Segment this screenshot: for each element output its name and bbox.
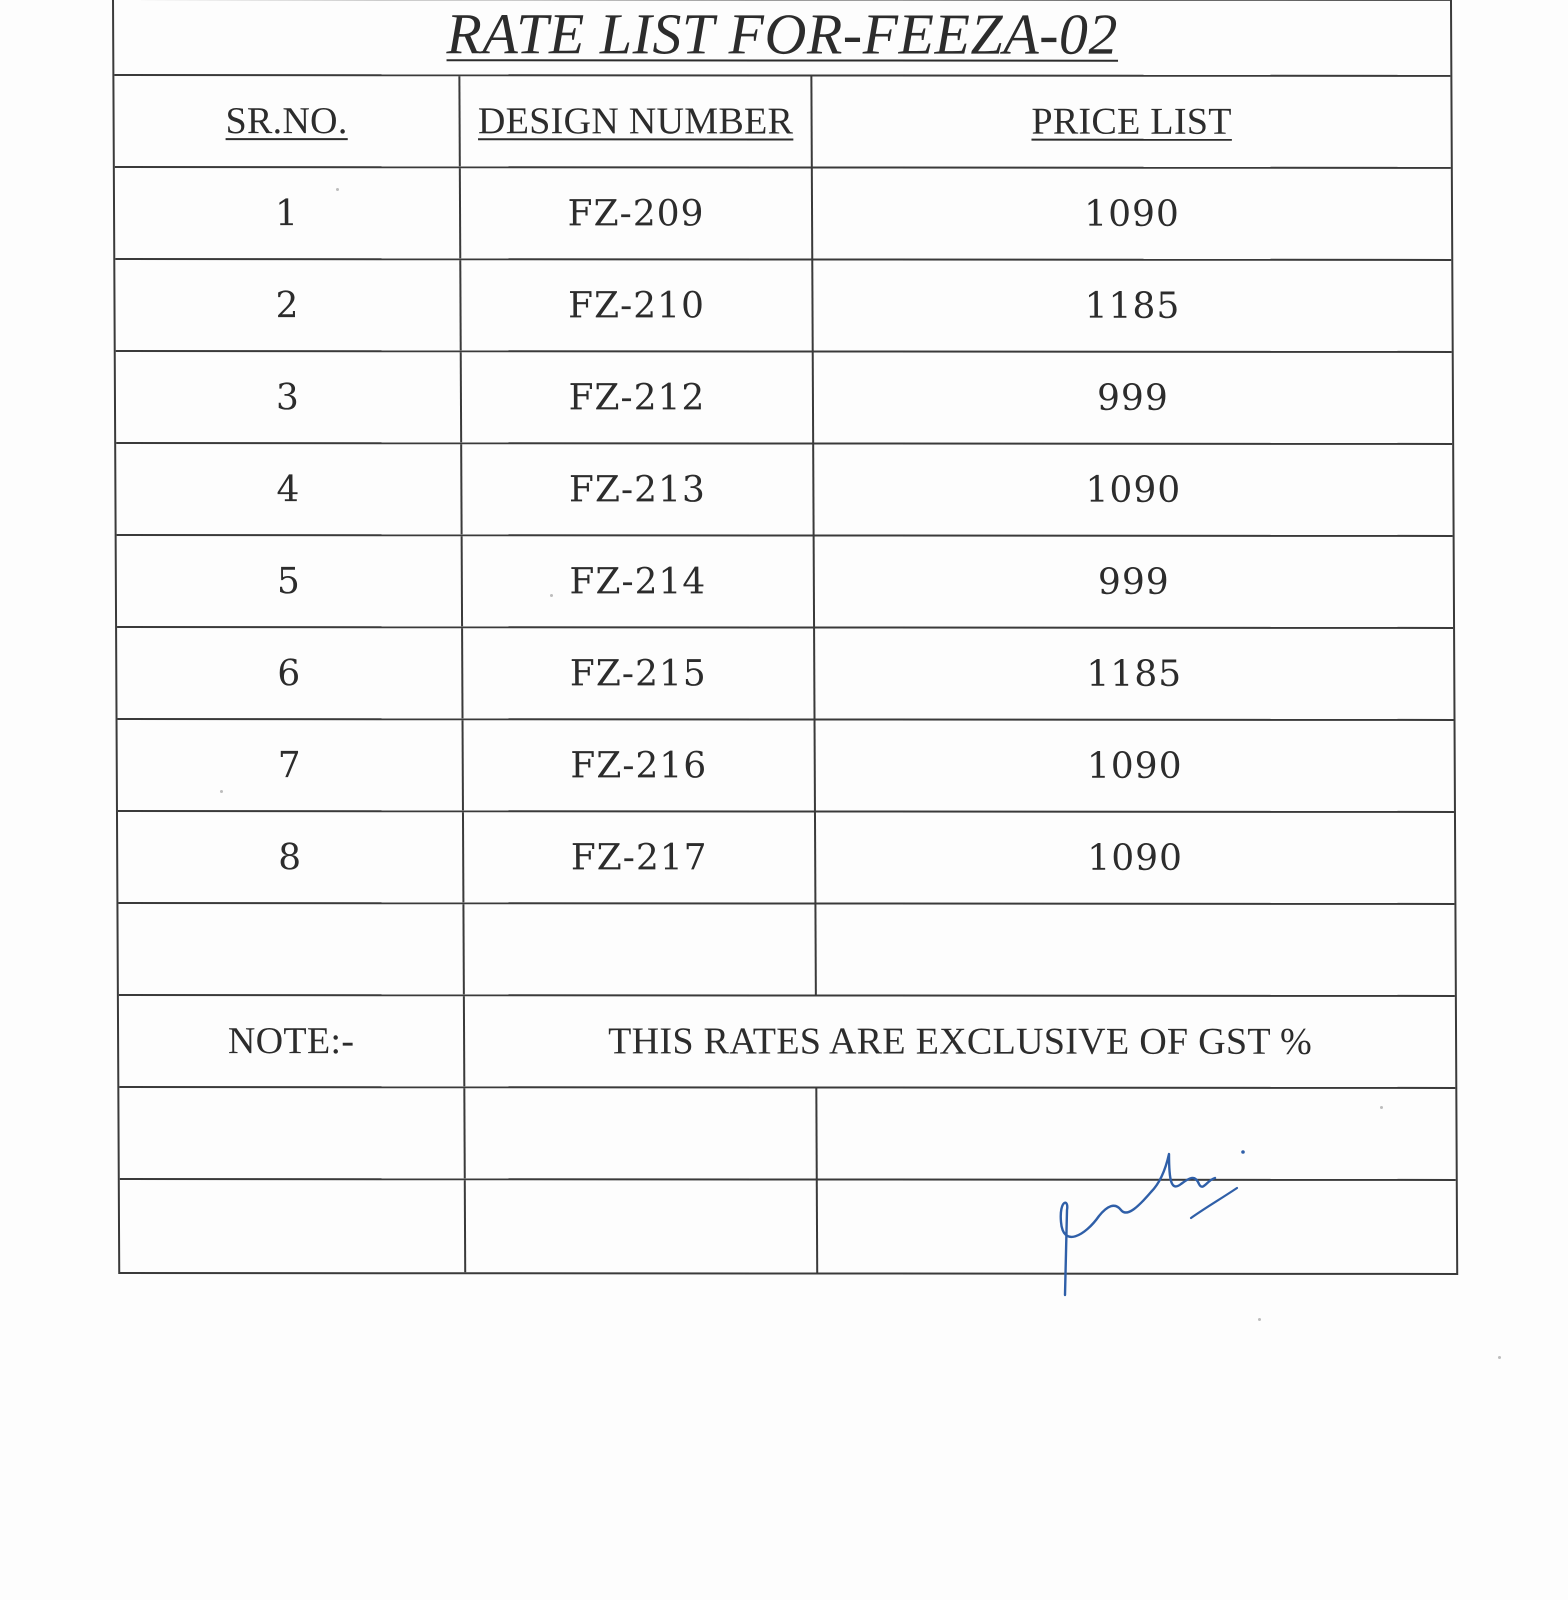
paper-speck: [336, 188, 339, 191]
sr-no-cell: 6: [117, 628, 463, 718]
design-number-cell: FZ-209: [461, 168, 813, 258]
design-number-cell: FZ-213: [462, 444, 814, 534]
price-cell: 1090: [1087, 837, 1184, 879]
sr-no-cell: 4: [116, 444, 462, 534]
empty-cell: [464, 904, 816, 994]
empty-cell: [466, 1180, 818, 1272]
sr-no-cell: 7: [118, 720, 464, 810]
header-sr-no: SR.NO.: [114, 76, 460, 166]
title-row: [114, 0, 1450, 77]
header-price-list: PRICE LIST: [1031, 100, 1232, 143]
sr-no-cell: 5: [117, 536, 463, 626]
empty-cell: [118, 904, 464, 994]
header-design-number: DESIGN NUMBER: [460, 76, 812, 166]
design-number-cell: FZ-217: [464, 812, 816, 902]
paper-speck: [220, 790, 223, 793]
design-number-cell: FZ-215: [463, 628, 815, 718]
paper-speck: [1380, 1106, 1383, 1109]
price-cell: 1090: [1084, 193, 1180, 235]
table-row: [115, 260, 1451, 353]
signature-icon: [1055, 1140, 1265, 1300]
design-number-cell: FZ-214: [463, 536, 815, 626]
empty-cell: [816, 905, 1454, 995]
design-number-cell: FZ-216: [464, 720, 816, 810]
table-header-row: [114, 76, 1450, 169]
empty-cell: [465, 1088, 817, 1178]
empty-row: [118, 904, 1454, 997]
paper-speck: [1498, 1356, 1501, 1359]
price-cell: 999: [1096, 377, 1169, 419]
table-row: [117, 536, 1453, 629]
table-row: [115, 168, 1451, 261]
table-row: [116, 352, 1452, 445]
sr-no-cell: 8: [118, 812, 464, 902]
note-row: [119, 996, 1455, 1089]
price-cell: 999: [1097, 561, 1170, 603]
price-cell: 1090: [1086, 745, 1183, 787]
design-number-cell: FZ-212: [462, 352, 814, 442]
table-row: [117, 628, 1453, 721]
table-row: [118, 720, 1454, 813]
empty-cell: [119, 1088, 465, 1178]
note-label: NOTE:-: [119, 996, 465, 1086]
sr-no-cell: 3: [116, 352, 462, 442]
paper-speck: [1258, 1318, 1261, 1321]
sr-no-cell: 2: [115, 260, 461, 350]
note-text: THIS RATES ARE EXCLUSIVE OF GST %: [608, 1020, 1313, 1063]
sr-no-cell: 1: [115, 168, 461, 258]
page-title: RATE LIST FOR-FEEZA-02: [446, 0, 1119, 67]
price-cell: 1090: [1085, 469, 1182, 511]
price-cell: 1185: [1084, 285, 1181, 327]
table-row: [118, 812, 1454, 905]
table-row: [116, 444, 1452, 537]
paper-speck: [550, 594, 553, 597]
rate-list-table: [112, 0, 1458, 1275]
design-number-cell: FZ-210: [461, 260, 813, 350]
empty-cell: [120, 1180, 466, 1272]
price-cell: 1185: [1086, 653, 1183, 695]
